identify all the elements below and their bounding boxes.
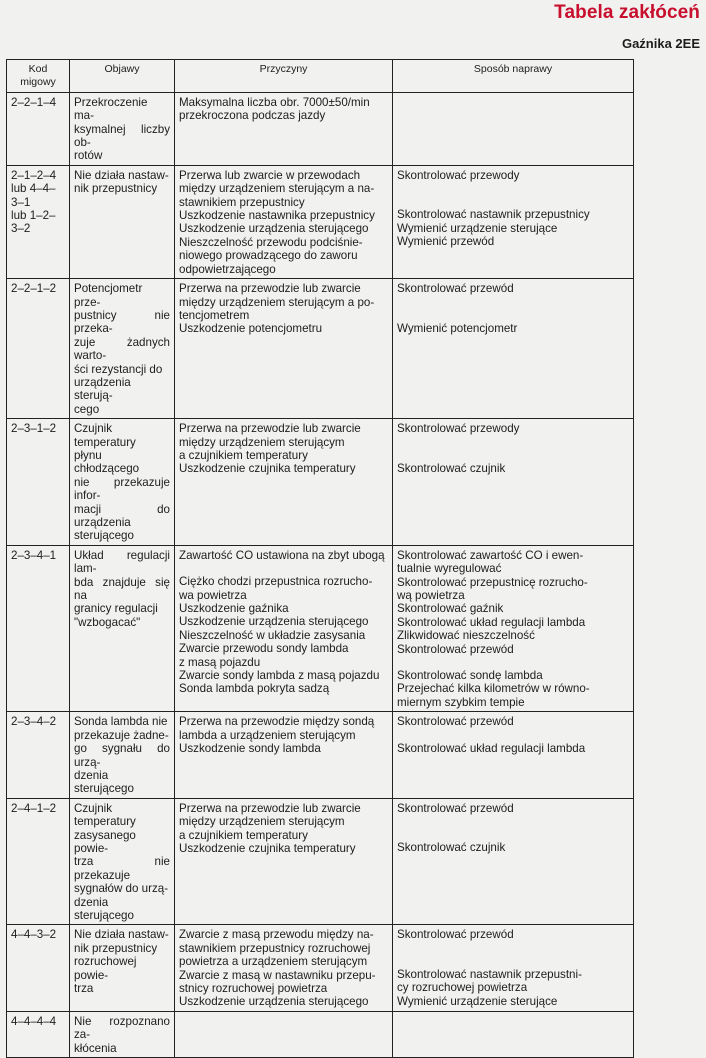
table-row xyxy=(7,92,634,165)
cell-remedy xyxy=(393,92,634,165)
cell-line: Nieszczelność w układzie zasysania xyxy=(179,628,366,642)
cell-line: Nie działa nastaw- xyxy=(74,928,169,942)
cell-line: Uszkodzenie sondy lambda xyxy=(179,742,321,756)
table-row xyxy=(7,1011,634,1057)
cell-line: "wzbogacać" xyxy=(74,615,141,629)
cell-symptom xyxy=(70,92,175,165)
cell-line: Skontrolować przepustnicę rozrucho- xyxy=(397,575,588,589)
cell-remedy xyxy=(393,279,634,419)
cell-causes xyxy=(175,419,393,546)
cell-line: miernym szybkim tempie xyxy=(397,695,525,709)
cell-line: sygnałów do urzą- xyxy=(74,882,169,896)
cell-line: powietrza a urządzeniem sterującym xyxy=(179,955,368,969)
cell-line: macji do urządzenia xyxy=(74,502,170,529)
cell-code xyxy=(7,545,70,711)
cell-line: Zwarcie sondy lambda z masą pojazdu xyxy=(179,669,380,683)
cell-line: Przerwa lub zwarcie w przewodach xyxy=(179,168,361,182)
cell-symptom xyxy=(70,925,175,1011)
cell-remedy xyxy=(393,1011,634,1057)
cell-line: pustnicy nie przeka- xyxy=(74,308,170,336)
cell-line: 2–3–4–1 xyxy=(11,548,57,562)
cell-line: Skontrolować nastawnik przepustnicy xyxy=(397,208,590,222)
cell-line: lambda a urządzeniem sterującym xyxy=(179,728,356,742)
cell-line xyxy=(179,562,388,575)
cell-line: stawnikiem przepustnicy xyxy=(179,195,305,209)
cell-line: Skontrolować przewody xyxy=(397,422,520,436)
cell-line: Układ regulacji lam- xyxy=(74,548,170,576)
cell-line xyxy=(397,955,629,968)
cell-line: Skontrolować przewód xyxy=(397,801,514,815)
cell-line: 2–2–1–4 xyxy=(11,95,57,109)
table-row xyxy=(7,545,634,711)
cell-line: Uszkodzenie potencjometru xyxy=(179,322,323,336)
cell-line: między urządzeniem sterującym xyxy=(179,815,345,829)
cell-causes xyxy=(175,545,393,711)
table-row xyxy=(7,925,634,1011)
cell-line: Skontrolować przewód xyxy=(397,715,514,729)
table-row xyxy=(7,419,634,546)
cell-line: Przekroczenie ma- xyxy=(74,95,148,123)
cell-line: Skontrolować gaźnik xyxy=(397,602,504,616)
cell-line: Zawartość CO ustawiona na zbyt ubogą xyxy=(179,548,385,562)
table-header-row xyxy=(7,60,634,93)
cell-line: Uszkodzenie urządzenia sterującego xyxy=(179,222,369,236)
cell-line: lub 4–4–3–1 xyxy=(11,182,56,209)
cell-causes xyxy=(175,279,393,419)
cell-line xyxy=(397,942,629,955)
cell-line xyxy=(397,828,629,841)
cell-causes xyxy=(175,798,393,925)
cell-line: 2–4–1–2 xyxy=(11,801,57,815)
cell-line: Skontrolować nastawnik przepustni- xyxy=(397,967,582,981)
cell-symptom xyxy=(70,419,175,546)
column-header-causes: Przyczyny xyxy=(175,60,393,93)
cell-line: dzenia sterującego xyxy=(74,895,134,922)
cell-line: ksymalnej liczby ob- xyxy=(74,122,170,150)
cell-line: stawnikiem przepustnicy rozruchowej xyxy=(179,941,371,955)
cell-line: 2–1–2–4 xyxy=(11,168,57,182)
cell-line: 4–4–4–4 xyxy=(11,1014,57,1028)
cell-line: Sonda lambda pokryta sadzą xyxy=(179,682,330,696)
page-title: Tabela zakłóceń xyxy=(554,2,700,23)
cell-line: 4–4–3–2 xyxy=(11,928,57,942)
cell-line: zasysanego powie- xyxy=(74,828,136,855)
cell-line: Uszkodzenie gaźnika xyxy=(179,602,289,616)
cell-line: Nie rozpoznano za- xyxy=(74,1014,170,1042)
cell-line: Przerwa na przewodzie lub zwarcie xyxy=(179,801,361,815)
cell-line: Skontrolować zawartość CO i ewen- xyxy=(397,548,584,562)
cell-line: Zwarcie z masą przewodu między na- xyxy=(179,928,374,942)
cell-line: urządzenia sterują- xyxy=(74,375,131,403)
cell-line: Skontrolować czujnik xyxy=(397,461,506,475)
cell-line: przekroczona podczas jazdy xyxy=(179,109,326,123)
cell-line: 2–3–1–2 xyxy=(11,422,57,436)
cell-symptom xyxy=(70,1011,175,1057)
cell-remedy xyxy=(393,419,634,546)
cell-causes xyxy=(175,1011,393,1057)
cell-line: Uszkodzenie nastawnika przepustnicy xyxy=(179,209,375,223)
cell-line: Skontrolować sondę lambda xyxy=(397,669,543,683)
cell-line: Skontrolować układ regulacji lambda xyxy=(397,615,586,629)
cell-line: z masą pojazdu xyxy=(179,655,261,669)
cell-symptom xyxy=(70,165,175,278)
cell-line: rozruchowej powie- xyxy=(74,955,137,982)
cell-code xyxy=(7,279,70,419)
cell-code xyxy=(7,925,70,1011)
cell-line xyxy=(397,1015,629,1028)
cell-causes xyxy=(175,92,393,165)
cell-code xyxy=(7,92,70,165)
cell-line: Zlikwidować nieszczelność xyxy=(397,629,535,643)
cell-line: Skontrolować czujnik xyxy=(397,841,506,855)
cell-line xyxy=(397,309,629,322)
cell-line: trza xyxy=(74,982,94,995)
cell-line: ści rezystancji do xyxy=(74,362,163,376)
cell-line: płynu chłodzącego xyxy=(74,448,140,476)
cell-line: Uszkodzenie urządzenia sterującego xyxy=(179,615,369,629)
cell-symptom xyxy=(70,279,175,419)
cell-line: lub 1–2–3–2 xyxy=(11,209,56,236)
cell-code xyxy=(7,165,70,278)
cell-code xyxy=(7,419,70,546)
cell-line: wą powietrza xyxy=(397,589,465,603)
cell-line: między urządzeniem sterującym a po- xyxy=(179,295,375,309)
cell-line: Czujnik temperatury xyxy=(74,801,136,829)
cell-remedy xyxy=(393,545,634,711)
cell-line: Uszkodzenie czujnika temperatury xyxy=(179,841,356,855)
cell-line: Uszkodzenie czujnika temperatury xyxy=(179,462,356,476)
table-row xyxy=(7,279,634,419)
cell-line: Skontrolować przewód xyxy=(397,642,514,656)
cell-line: kłócenia xyxy=(74,1041,117,1055)
cell-line: go sygnału do urzą- xyxy=(74,742,170,769)
cell-line: Czujnik temperatury xyxy=(74,422,136,449)
cell-line: Skontrolować przewody xyxy=(397,168,520,182)
cell-line: dzenia sterującego xyxy=(74,768,134,796)
cell-line: trza nie przekazuje xyxy=(74,855,170,882)
column-header-code: Kod migowy xyxy=(7,60,70,93)
cell-line: cy rozruchowej powietrza xyxy=(397,981,528,995)
fault-table xyxy=(6,59,634,1058)
cell-line: Wymienić urządzenie sterujące xyxy=(397,994,558,1008)
cell-line: Potencjometr prze- xyxy=(74,282,143,309)
cell-line: przekazuje żadne- xyxy=(74,728,169,742)
cell-line: stnicy rozruchowej powietrza xyxy=(179,982,328,995)
cell-line: między urządzeniem sterującym xyxy=(179,435,345,449)
cell-line: Nieszczelność przewodu podciśnie- xyxy=(179,235,363,249)
cell-line: Przerwa na przewodzie między sondą xyxy=(179,715,375,729)
cell-line: Nie działa nastaw- xyxy=(74,168,169,182)
cell-line: Skontrolować przewód xyxy=(397,282,514,296)
cell-line: Wymienić potencjometr xyxy=(397,321,518,335)
cell-remedy xyxy=(393,165,634,278)
cell-line: nik przepustnicy xyxy=(74,941,158,955)
cell-line: niowego prowadzącego do zaworu xyxy=(179,249,358,263)
cell-line xyxy=(397,182,629,195)
cell-code xyxy=(7,712,70,798)
cell-code xyxy=(7,798,70,925)
cell-line: zuje żadnych warto- xyxy=(74,335,170,363)
cell-line xyxy=(179,1015,388,1028)
cell-causes xyxy=(175,925,393,1011)
cell-symptom xyxy=(70,545,175,711)
cell-line xyxy=(397,815,629,828)
cell-line: sterującego xyxy=(74,529,134,543)
cell-line: Uszkodzenie urządzenia sterującego xyxy=(179,995,369,1009)
cell-line: 2–3–4–2 xyxy=(11,715,57,729)
table-body xyxy=(7,92,634,1057)
cell-line: Wymienić urządzenie sterujące xyxy=(397,221,558,235)
cell-line: cego xyxy=(74,402,100,416)
cell-line: nie przekazuje infor- xyxy=(74,475,170,503)
cell-line: rotów xyxy=(74,149,103,163)
cell-line: Ciężko chodzi przepustnica rozrucho- xyxy=(179,575,373,589)
cell-line xyxy=(397,296,629,309)
cell-line xyxy=(397,656,629,669)
cell-line: odpowietrzającego xyxy=(179,262,276,276)
cell-symptom xyxy=(70,712,175,798)
cell-line: a czujnikiem temperatury xyxy=(179,448,308,462)
cell-line: Zwarcie z masą w nastawniku przepu- xyxy=(179,968,376,982)
cell-line: Wymienić przewód xyxy=(397,235,495,249)
cell-remedy xyxy=(393,712,634,798)
cell-line: Sonda lambda nie xyxy=(74,715,168,729)
cell-remedy xyxy=(393,798,634,925)
cell-line: między urządzeniem sterującym a na- xyxy=(179,182,375,196)
column-header-remedy: Sposób naprawy xyxy=(393,60,634,93)
cell-line: a czujnikiem temperatury xyxy=(179,828,308,842)
column-header-symptoms: Objawy xyxy=(70,60,175,93)
cell-line: wa powietrza xyxy=(179,588,247,602)
cell-line: tualnie wyregulować xyxy=(397,562,502,576)
cell-line: granicy regulacji xyxy=(74,602,158,616)
cell-code xyxy=(7,1011,70,1057)
cell-line: Skontrolować przewód xyxy=(397,928,514,942)
table-row xyxy=(7,712,634,798)
cell-line: 2–2–1–2 xyxy=(11,282,57,296)
cell-causes xyxy=(175,165,393,278)
cell-line: Przejechać kilka kilometrów w równo- xyxy=(397,682,590,696)
table-row xyxy=(7,798,634,925)
cell-line xyxy=(397,195,629,208)
cell-line xyxy=(397,96,629,109)
cell-causes xyxy=(175,712,393,798)
cell-line: Przerwa na przewodzie lub zwarcie xyxy=(179,422,361,436)
cell-line: Skontrolować układ regulacji lambda xyxy=(397,741,586,755)
cell-line: Maksymalna liczba obr. 7000±50/min xyxy=(179,95,370,109)
cell-line: tencjometrem xyxy=(179,308,250,322)
cell-remedy xyxy=(393,925,634,1011)
cell-line xyxy=(397,436,629,449)
cell-line: Przerwa na przewodzie lub zwarcie xyxy=(179,282,361,296)
cell-line xyxy=(397,729,629,742)
cell-symptom xyxy=(70,798,175,925)
cell-line: bda znajduje się na xyxy=(74,575,170,603)
cell-line: nik przepustnicy xyxy=(74,182,158,196)
cell-line: Zwarcie przewodu sondy lambda xyxy=(179,642,349,656)
page-subtitle: Gaźnika 2EE xyxy=(621,36,700,51)
cell-line xyxy=(397,449,629,462)
table-row xyxy=(7,165,634,278)
